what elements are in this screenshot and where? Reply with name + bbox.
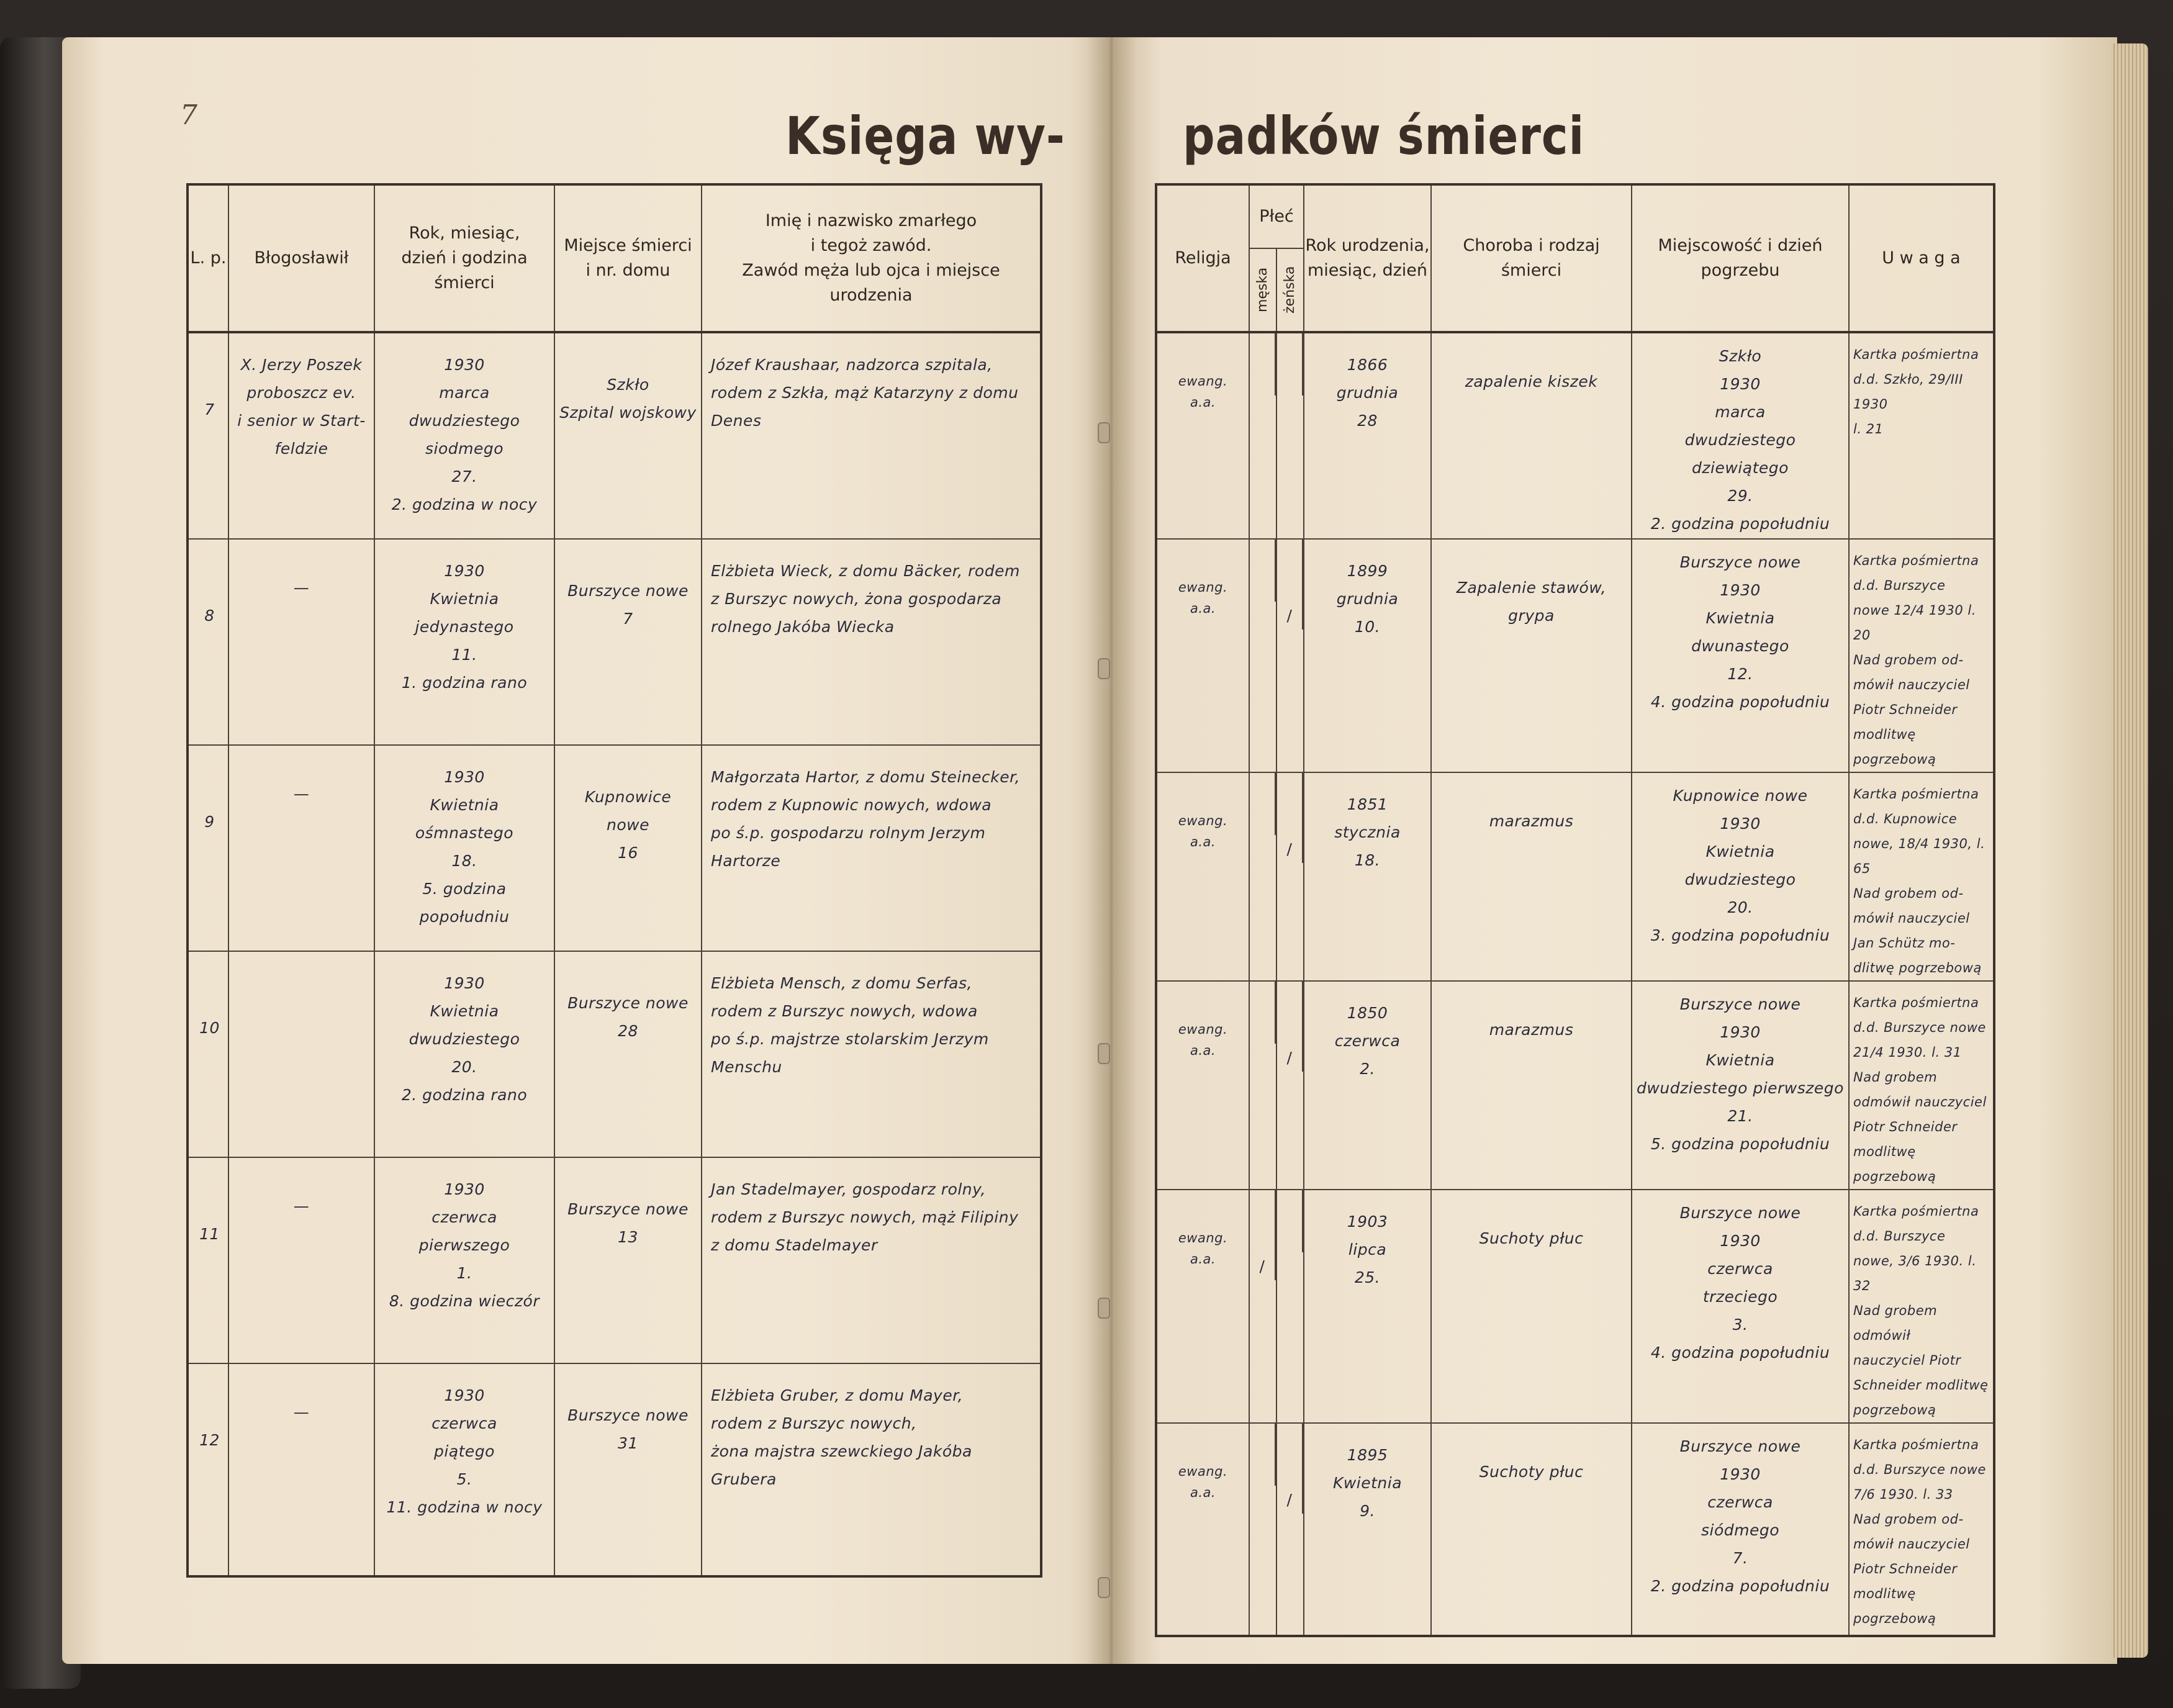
binding-stitch: [1098, 1043, 1110, 1064]
header-remarks: U w a g a: [1849, 184, 1994, 332]
entry-officiant: —: [293, 1197, 310, 1215]
entry-male-mark: [1250, 982, 1276, 1044]
register-row: [187, 745, 1041, 951]
register-row: [187, 332, 1041, 539]
binding-stitch: [1098, 1577, 1110, 1598]
entry-burial: Kupnowice nowe 1930 Kwietnia dwudziestego 20. 3. godzina popołudniu: [1650, 787, 1830, 944]
entry-female-mark: [1277, 1190, 1303, 1252]
register-row: [187, 539, 1041, 745]
entry-death-date: 1930 Kwietnia ośmnastego 18. 5. godzina popołudniu: [415, 768, 514, 926]
entry-name: Józef Kraushaar, nadzorca szpitala, rodem z Szkła, mąż Katarzyny z domu Denes: [711, 356, 1019, 430]
binding-stitch: [1098, 422, 1110, 443]
entry-officiant: —: [293, 579, 310, 597]
register-row: [187, 1157, 1041, 1363]
entry-death-date: 1930 Kwietnia jedynastego 11. 1. godzina rano: [401, 562, 528, 692]
title-right: padków śmierci: [1183, 106, 1585, 166]
entry-male-mark: /: [1250, 1190, 1276, 1280]
entry-death-date: 1930 czerwca pierwszego 1. 8. godzina wieczór: [389, 1180, 540, 1310]
header-sex: [1249, 184, 1304, 332]
entry-name: Elżbieta Wieck, z domu Bäcker, rodem z Burszyc nowych, żona gospodarza rolnego Jakóba Wiecka: [711, 562, 1020, 636]
header-row-left: [187, 184, 1041, 332]
register-row: [1156, 981, 1994, 1190]
entry-death-place: Burszyce nowe 28: [567, 994, 689, 1040]
entry-death-place: Burszyce nowe 7: [567, 582, 689, 628]
header-name: Imię i nazwisko zmarłego i tegoż zawód. Zawód męża lub ojca i miejsce urodzenia: [702, 184, 1041, 332]
entry-religion: ewang. a.a.: [1178, 813, 1228, 849]
entry-birth-date: 1903 lipca 25.: [1347, 1213, 1388, 1286]
entry-number: 8: [204, 607, 215, 625]
header-sex-label: Płeć: [1250, 186, 1303, 249]
entry-number: 12: [199, 1431, 220, 1449]
entry-disease: Suchoty płuc: [1479, 1229, 1584, 1247]
entry-male-mark: [1250, 1424, 1276, 1486]
entry-name: Elżbieta Gruber, z domu Mayer, rodem z Burszyc nowych, żona majstra szewckiego Jakóba Grubera: [711, 1386, 972, 1488]
entry-number: 11: [199, 1225, 220, 1243]
entry-remarks: Kartka pośmiertna d.d. Burszyce nowe 21/4 1930. l. 31 Nad grobem odmówił nauczyciel Piotr Schneider modlitwę pogrzebową: [1853, 995, 1987, 1184]
entry-female-mark: [1277, 333, 1303, 395]
register-row: [187, 1363, 1041, 1576]
entry-burial: Szkło 1930 marca dwudziestego dziewiątego 29. 2. godzina popołudniu: [1650, 347, 1830, 533]
entry-disease: marazmus: [1489, 812, 1574, 830]
entry-religion: ewang. a.a.: [1178, 1231, 1228, 1267]
header-religion: Religja: [1156, 184, 1249, 332]
entry-female-mark: /: [1277, 1424, 1303, 1514]
register-row: [1156, 1190, 1994, 1423]
entry-officiant: —: [293, 1403, 310, 1421]
entry-female-mark: /: [1277, 773, 1303, 863]
page-edges: [2111, 43, 2148, 1658]
entry-disease: marazmus: [1489, 1021, 1574, 1039]
entry-number: 7: [204, 400, 215, 418]
entry-disease: zapalenie kiszek: [1465, 373, 1598, 391]
entry-remarks: Kartka pośmiertna d.d. Szkło, 29/III 1930 l. 21: [1853, 347, 1979, 436]
entry-religion: ewang. a.a.: [1178, 1464, 1228, 1500]
header-male: męska: [1255, 267, 1270, 313]
book-gutter: [1086, 37, 1136, 1664]
register-table-left: [186, 183, 1042, 1578]
entry-disease: Zapalenie stawów, grypa: [1456, 579, 1607, 625]
entry-death-place: Burszyce nowe 13: [567, 1200, 689, 1246]
entry-burial: Burszyce nowe 1930 Kwietnia dwudziestego pierwszego 21. 5. godzina popołudniu: [1637, 995, 1844, 1153]
entry-remarks: Kartka pośmiertna d.d. Burszyce nowe, 3/6 1930. l. 32 Nad grobem odmówił nauczyciel Piotr Schneider modlitwę pogrzebową: [1853, 1204, 1989, 1417]
entry-female-mark: /: [1277, 982, 1303, 1072]
register-row: [187, 951, 1041, 1157]
entry-male-mark: [1250, 540, 1276, 602]
entry-religion: ewang. a.a.: [1178, 580, 1228, 616]
entry-birth-date: 1899 grudnia 10.: [1336, 562, 1399, 636]
entry-officiant: —: [293, 785, 310, 803]
entry-death-date: 1930 marca dwudziestego siodmego 27. 2. godzina w nocy: [391, 356, 538, 513]
header-death-date: Rok, miesiąc, dzień i godzina śmierci: [374, 184, 554, 332]
header-death-place: Miejsce śmierci i nr. domu: [554, 184, 702, 332]
binding-stitch: [1098, 1298, 1110, 1319]
entry-religion: ewang. a.a.: [1178, 1022, 1228, 1058]
entry-female-mark: /: [1277, 540, 1303, 630]
register-row: [1156, 332, 1994, 539]
header-burial: Miejscowość i dzień pogrzebu: [1632, 184, 1849, 332]
entry-officiant: [229, 952, 374, 969]
header-disease: Choroba i rodzaj śmierci: [1431, 184, 1632, 332]
entry-birth-date: 1850 czerwca 2.: [1334, 1004, 1401, 1078]
entry-male-mark: [1250, 773, 1276, 835]
entry-name: Jan Stadelmayer, gospodarz rolny, rodem z Burszyc nowych, mąż Filipiny z domu Stadelmayer: [711, 1180, 1019, 1254]
register-row: [1156, 539, 1994, 772]
register-table-right: [1155, 183, 1995, 1637]
entry-number: 10: [199, 1019, 220, 1037]
entry-remarks: Kartka pośmiertna d.d. Burszyce nowe 12/4 1930 l. 20 Nad grobem od- mówił nauczyciel Piotr Schneider modlitwę pogrzebową: [1853, 553, 1979, 767]
entry-name: Małgorzata Hartor, z domu Steinecker, rodem z Kupnowic nowych, wdowa po ś.p. gospodarzu rolnym Jerzym Hartorze: [711, 768, 1021, 870]
entry-religion: ewang. a.a.: [1178, 374, 1228, 410]
binding-stitch: [1098, 658, 1110, 679]
entry-burial: Burszyce nowe 1930 Kwietnia dwunastego 12. 4. godzina popołudniu: [1650, 553, 1830, 711]
register-row: [1156, 772, 1994, 981]
header-blessed: Błogosławił: [228, 184, 374, 332]
header-birth: Rok urodzenia, miesiąc, dzień: [1304, 184, 1431, 332]
entry-death-date: 1930 Kwietnia dwudziestego 20. 2. godzina rano: [401, 974, 528, 1104]
entry-death-place: Kupnowice nowe 16: [584, 788, 672, 862]
header-female: żeńska: [1282, 266, 1298, 314]
title-left: Księga wy-: [785, 106, 1065, 166]
entry-death-place: Szkło Szpital wojskowy: [559, 376, 697, 422]
entry-disease: Suchoty płuc: [1479, 1463, 1584, 1481]
entry-remarks: Kartka pośmiertna d.d. Kupnowice nowe, 18/4 1930, l. 65 Nad grobem od- mówił nauczyciel Jan Schütz mo- dlitwę pogrzebową: [1853, 787, 1986, 975]
header-row-right: [1156, 184, 1994, 332]
entry-male-mark: [1250, 333, 1276, 395]
entry-name: Elżbieta Mensch, z domu Serfas, rodem z Burszyc nowych, wdowa po ś.p. majstrze stolarskim Jerzym Menschu: [711, 974, 989, 1076]
entry-officiant: X. Jerzy Poszek proboszcz ev. i senior w Start- feldzie: [237, 356, 366, 458]
entry-burial: Burszyce nowe 1930 czerwca trzeciego 3. 4. godzina popołudniu: [1650, 1204, 1830, 1362]
entry-death-date: 1930 czerwca piątego 5. 11. godzina w nocy: [386, 1386, 543, 1516]
entry-death-place: Burszyce nowe 31: [567, 1406, 689, 1452]
entry-birth-date: 1851 stycznia 18.: [1334, 795, 1401, 869]
entry-birth-date: 1866 grudnia 28: [1336, 356, 1399, 430]
header-lp: L. p.: [187, 184, 228, 332]
entry-birth-date: 1895 Kwietnia 9.: [1332, 1446, 1403, 1520]
entry-number: 9: [204, 813, 215, 831]
entry-burial: Burszyce nowe 1930 czerwca siódmego 7. 2. godzina popołudniu: [1650, 1437, 1830, 1595]
page-number: 7: [180, 99, 197, 131]
register-row: [1156, 1423, 1994, 1636]
entry-remarks: Kartka pośmiertna d.d. Burszyce nowe 7/6 1930. l. 33 Nad grobem od- mówił nauczyciel Piotr Schneider modlitwę pogrzebową: [1853, 1437, 1986, 1626]
